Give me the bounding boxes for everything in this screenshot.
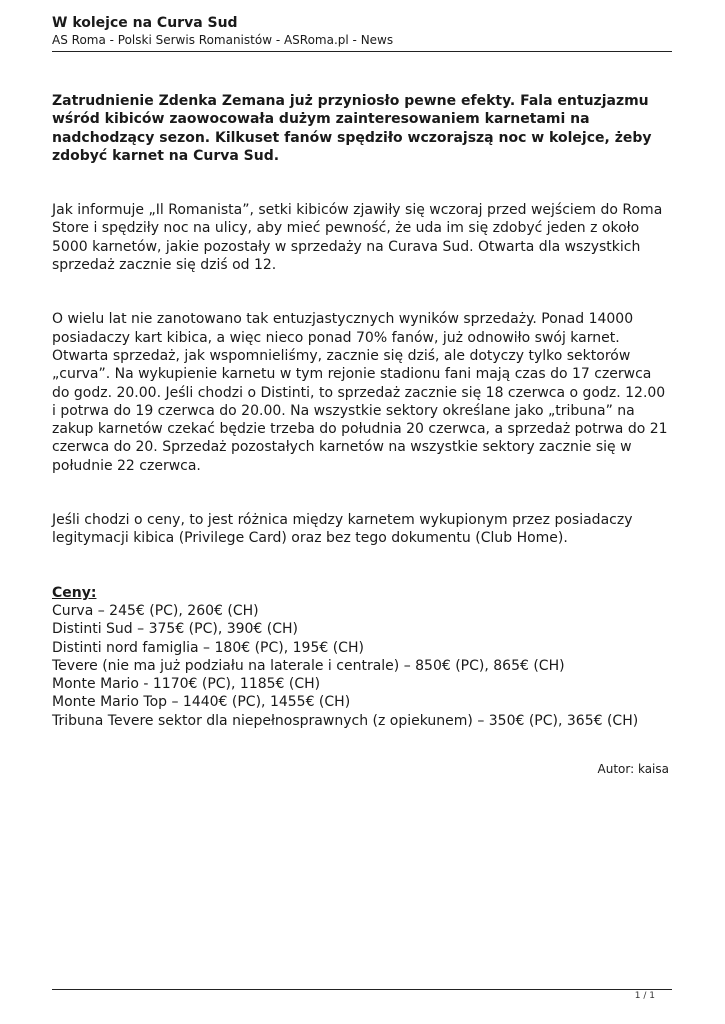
prices-heading: Ceny:	[52, 584, 97, 601]
price-item: Tribuna Tevere sektor dla niepełnosprawnych (z opiekunem) – 350€ (PC), 365€ (CH)	[52, 712, 639, 729]
article-paragraph: Jak informuje „Il Romanista”, setki kibiców zjawiły się wczoraj przed wejściem do Roma Store i spędziły noc na ulicy, aby mieć pewność, że uda im się zdobyć jeden z około 5000 karnetów, jakie pozostały w sprzedaży na Curava Sud. Otwarta dla wszystkich sprzedaż zacznie się dziś od 12.	[52, 202, 663, 274]
price-item: Distinti nord famiglia – 180€ (PC), 195€ (CH)	[52, 639, 364, 656]
footer-divider	[52, 989, 672, 990]
header-divider	[52, 51, 672, 52]
page-number: 1 / 1	[634, 991, 655, 1001]
price-item: Distinti Sud – 375€ (PC), 390€ (CH)	[52, 621, 299, 638]
document-header	[52, 14, 672, 49]
price-item: Monte Mario Top – 1440€ (PC), 1455€ (CH)	[52, 694, 351, 711]
document-source: AS Roma - Polski Serwis Romanistów - ASRoma.pl - News	[52, 33, 394, 47]
document-title: W kolejce na Curva Sud	[52, 15, 238, 31]
price-item: Tevere (nie ma już podziału na laterale i centrale) – 850€ (PC), 865€ (CH)	[52, 657, 565, 674]
article-paragraph: Jeśli chodzi o ceny, to jest różnica między karnetem wykupionym przez posiadaczy legitymacji kibica (Privilege Card) oraz bez tego dokumentu (Club Home).	[52, 512, 633, 547]
article-body	[52, 92, 672, 778]
article-paragraph: O wielu lat nie zanotowano tak entuzjastycznych wyników sprzedaży. Ponad 14000 posiadaczy kart kibica, a więc nieco ponad 70% fanów, już odnowiło swój karnet. Otwarta sprzedaż, jak wspomnieliśmy, zacznie się dziś, ale dotyczy tylko sektorów „curva”. Na wykupienie karnetu w tym rejonie stadionu fani mają czas do 17 czerwca do godz. 20.00. Jeśli chodzi o Distinti, to sprzedaż zacznie się 18 czerwca o godz. 12.00 i potrwa do 19 czerwca do 20.00. Na wszystkie sektory określane jako „tribuna” na zakup karnetów czekać będzie trzeba do południa 20 czerwca, a sprzedaż potrwa do 21 czerwca do 20. Sprzedaż pozostałych karnetów na wszystkie sektory zacznie się w południe 22 czerwca.	[52, 311, 668, 474]
price-item: Monte Mario - 1170€ (PC), 1185€ (CH)	[52, 676, 321, 693]
article-author: Autor: kaisa	[597, 762, 669, 777]
article-lead: Zatrudnienie Zdenka Zemana już przyniosło pewne efekty. Fala entuzjazmu wśród kibiców zaowocowała dużym zainteresowaniem karnetami na nadchodzący sezon. Kilkuset fanów spędziło wczorajszą noc w kolejce, żeby zdobyć karnet na Curva Sud.	[52, 93, 652, 164]
price-item: Curva – 245€ (PC), 260€ (CH)	[52, 602, 259, 619]
price-list	[52, 602, 672, 730]
